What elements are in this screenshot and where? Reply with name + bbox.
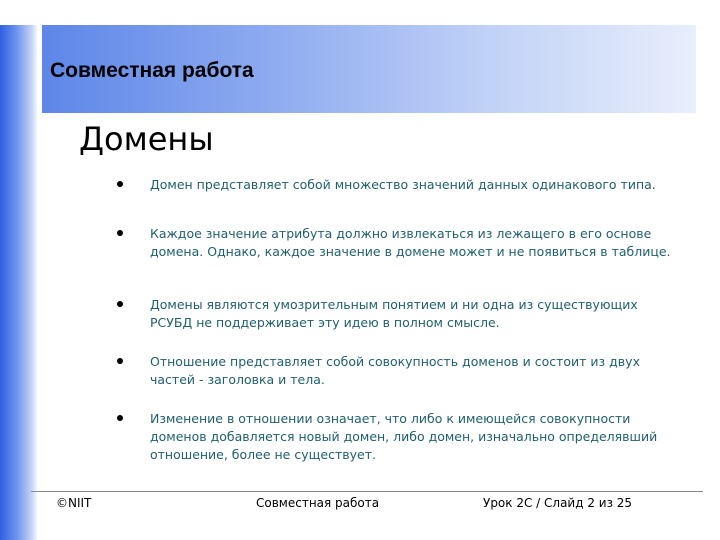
footer-course-title: Совместная работа	[256, 496, 380, 510]
slide-title: Домены	[79, 120, 214, 158]
bullet-dot-icon	[117, 181, 123, 187]
bullet-dot-icon	[117, 230, 123, 236]
left-decorative-bar	[0, 25, 38, 540]
bullet-text: Каждое значение атрибута должно извлекаться из лежащего в его основе домена. Однако, каждое значение в домене может и не появиться в таблице.	[150, 226, 671, 259]
bullet-text: Отношение представляет собой совокупность доменов и состоит из двух частей - заголовка и тела.	[150, 354, 640, 387]
bullet-text: Домены являются умозрительным понятием и ни одна из существующих РСУБД не поддерживает эту идею в полном смысле.	[150, 297, 638, 330]
footer-slide-info: Урок 2C / Слайд 2 из 25	[483, 496, 633, 510]
bullet-dot-icon	[117, 415, 123, 421]
bullet-dot-icon	[117, 301, 123, 307]
bullet-dot-icon	[117, 358, 123, 364]
bullet-text: Изменение в отношении означает, что либо к имеющейся совокупности доменов добавляется новый домен, либо домен, изначально определявший отношение, более не существует.	[150, 411, 658, 462]
footer-divider	[31, 491, 703, 492]
header-title: Совместная работа	[50, 59, 254, 82]
footer-copyright: ©NIIT	[56, 496, 92, 510]
bullet-text: Домен представляет собой множество значений данных одинакового типа.	[150, 177, 656, 192]
